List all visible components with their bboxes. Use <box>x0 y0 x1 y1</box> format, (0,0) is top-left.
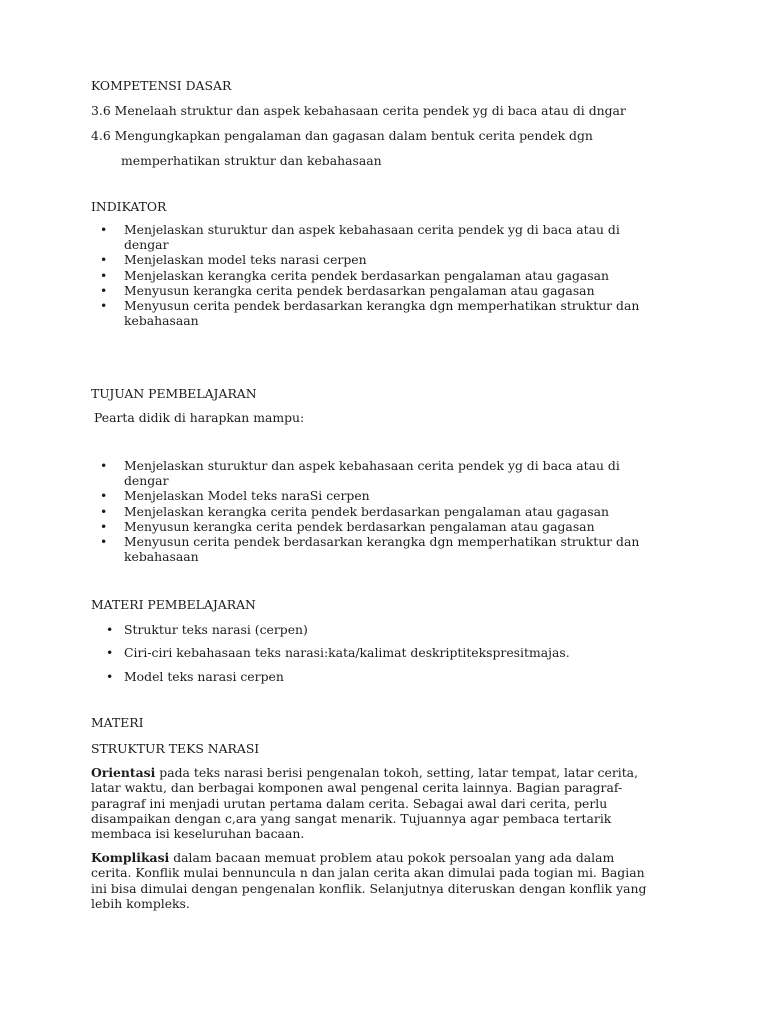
materi-heading: MATERI <box>91 715 144 730</box>
tujuan-intro: Pearta didik di harapkan mampu: <box>94 410 305 425</box>
list-item: • Menyusun kerangka cerita pendek berdasarkan pengalaman atau gagasan <box>100 282 595 298</box>
indikator-list <box>0 222 768 328</box>
indikator-heading: INDIKATOR <box>91 199 167 214</box>
kd-4-6-continuation: memperhatikan struktur dan kebahasaan <box>121 153 382 168</box>
kd-4-6: 4.6 Mengungkapkan pengalaman dan gagasan dalam bentuk cerita pendek dgn <box>91 128 593 143</box>
bullet-icon: • <box>106 645 114 660</box>
bullet-icon: • <box>100 503 108 519</box>
list-item: • Menyusun cerita pendek berdasarkan kerangka dgn memperhatikan struktur dan kebahasaan <box>100 298 640 329</box>
list-item: • Struktur teks narasi (cerpen) <box>106 622 308 637</box>
bullet-icon: • <box>100 282 108 298</box>
bullet-icon: • <box>100 252 108 268</box>
list-item: • Menjelaskan model teks narasi cerpen <box>100 252 367 268</box>
komplikasi-term: Komplikasi <box>91 850 170 865</box>
komplikasi-paragraph: Komplikasi dalam bacaan memuat problem atau pokok persoalan yang ada dalam cerita. Konflik mulai bennuncula n dan jalan cerita akan dimulai pada togian mi. Bagian ini bisa dimulai dengan pengenalan konflik. Selanjutnya diteruskan dengan konflik yang lebih kompleks. <box>91 850 647 911</box>
bullet-icon: • <box>100 298 108 314</box>
list-item: • Menjelaskan sturuktur dan aspek kebahasaan cerita pendek yg di baca atau di dengar <box>100 458 620 489</box>
tujuan-heading: TUJUAN PEMBELAJARAN <box>91 386 257 401</box>
list-item: • Menjelaskan kerangka cerita pendek berdasarkan pengalaman atau gagasan <box>100 267 610 283</box>
bullet-icon: • <box>100 518 108 534</box>
bullet-icon: • <box>100 222 108 237</box>
kd-3-6: 3.6 Menelaah struktur dan aspek kebahasaan cerita pendek yg di baca atau di dngar <box>91 103 626 118</box>
bullet-icon: • <box>106 622 114 637</box>
orientasi-paragraph: Orientasi pada teks narasi berisi pengenalan tokoh, setting, latar tempat, latar cerita, latar waktu, dan berbagai komponen awal pengenal cerita lainnya. Bagian paragraf- paragraf ini menjadi urutan pertama dalam cerita. Sebagai awal dari cerita, perlu disampaikan dengan c,ara yang sangat menarik. Tujuannya agar pembaca tertarik membaca isi keseluruhan bacaan. <box>91 765 639 842</box>
bullet-icon: • <box>100 458 108 473</box>
list-item: • Menyusun cerita pendek berdasarkan kerangka dgn memperhatikan struktur dan kebahasaan <box>100 534 640 565</box>
list-item: • Ciri-ciri kebahasaan teks narasi:kata/kalimat deskriptitekspresitmajas. <box>106 645 570 660</box>
list-item: • Menjelaskan Model teks naraSi cerpen <box>100 488 370 504</box>
list-item: • Model teks narasi cerpen <box>106 669 284 684</box>
struktur-heading: STRUKTUR TEKS NARASI <box>91 741 260 756</box>
tujuan-list <box>0 458 768 564</box>
list-item: • Menjelaskan kerangka cerita pendek berdasarkan pengalaman atau gagasan <box>100 503 610 519</box>
orientasi-term: Orientasi <box>91 765 156 780</box>
list-item: • Menjelaskan sturuktur dan aspek kebahasaan cerita pendek yg di baca atau di dengar <box>100 222 620 253</box>
bullet-icon: • <box>100 488 108 504</box>
kompetensi-heading: KOMPETENSI DASAR <box>91 78 232 93</box>
materi-pembelajaran-heading: MATERI PEMBELAJARAN <box>91 597 256 612</box>
bullet-icon: • <box>100 534 108 550</box>
bullet-icon: • <box>100 267 108 283</box>
bullet-icon: • <box>106 669 114 684</box>
list-item: • Menyusun kerangka cerita pendek berdasarkan pengalaman atau gagasan <box>100 518 595 534</box>
